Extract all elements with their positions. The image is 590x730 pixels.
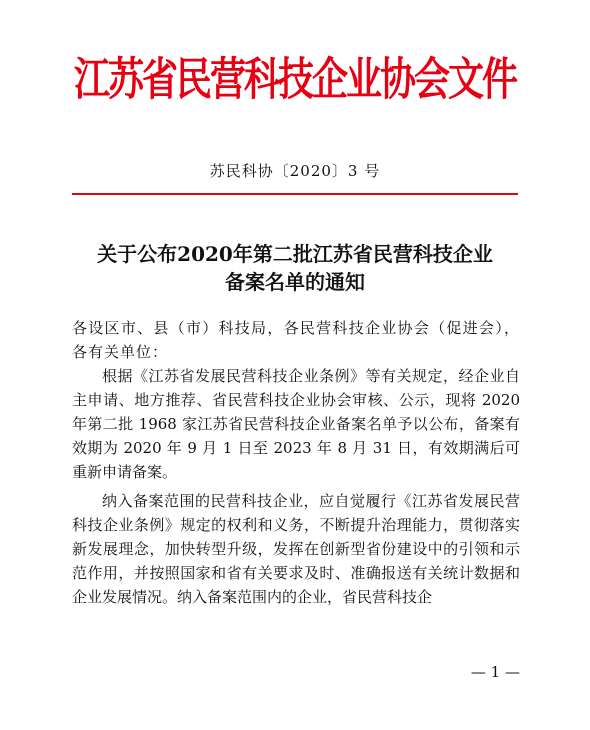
notice-title-line-2: 备案名单的通知 bbox=[225, 270, 365, 294]
page-number: — 1 — bbox=[470, 663, 520, 681]
notice-body bbox=[72, 316, 520, 609]
red-divider-line bbox=[72, 193, 518, 195]
masthead-title: 江苏省民营科技企业协会文件 bbox=[73, 53, 516, 106]
salutation: 各设区市、县（市）科技局，各民营科技企业协会（促进会），各有关单位： bbox=[72, 319, 520, 361]
body-paragraph-2: 纳入备案范围的民营科技企业，应自觉履行《江苏省发展民营科技企业条例》规定的权利和义务，不断提升治理能力，贯彻落实新发展理念，加快转型升级，发挥在创新型省份建设中的引领和示范作用，并按照国家和省有关要求及时、准确报送有关统计数据和企业发展情况。纳入备案范围内的企业，省民营科技企 bbox=[72, 492, 520, 606]
notice-title bbox=[40, 240, 550, 296]
document-number: 苏民科协〔2020〕3 号 bbox=[209, 162, 381, 180]
body-paragraph-1: 根据《江苏省发展民营科技企业条例》等有关规定，经企业自主申请、地方推荐、省民营科技企业协会审核、公示，现将 2020 年第二批 1968 家江苏省民营科技企业备案名单予以公布，备案有效期为 2020 年 9 月 1 日至 2023 年 8 月 31 日，有效期满后可重新申请备案。 bbox=[72, 367, 520, 481]
notice-title-line-1: 关于公布2020年第二批江苏省民营科技企业 bbox=[97, 242, 493, 266]
